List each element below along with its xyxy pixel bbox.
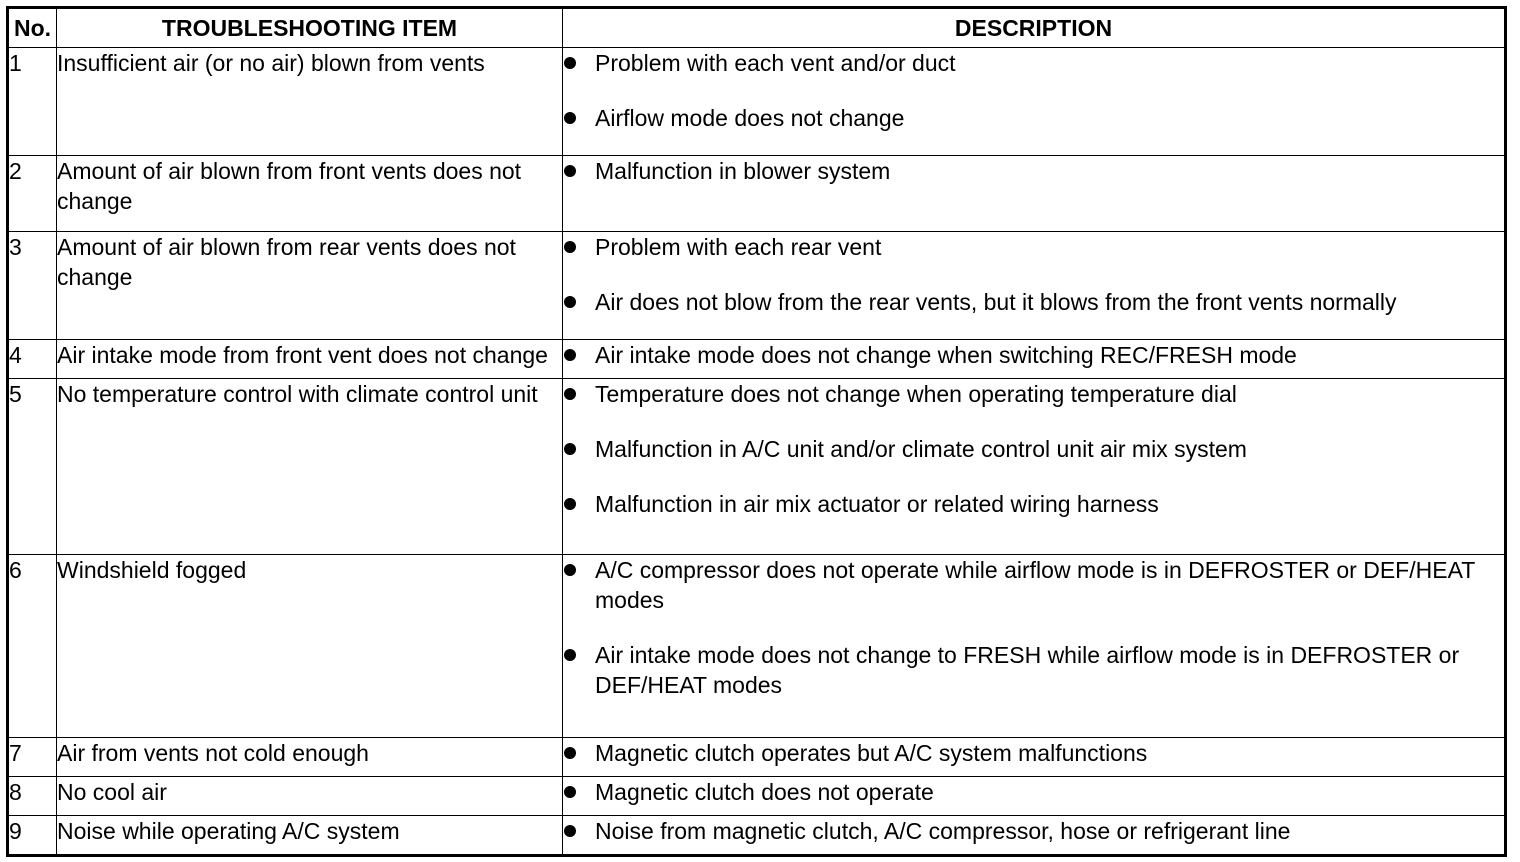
bullet-icon [564,165,576,177]
description-item [563,555,1504,615]
description-list [563,738,1504,768]
description-cell [563,339,1506,378]
bullet-icon [564,649,576,661]
description-text: Air intake mode does not change when switching REC/FRESH mode [595,341,1297,368]
description-text: A/C compressor does not operate while airflow mode is in DEFROSTER or DEF/HEAT modes [595,557,1475,614]
row-number: 6 [8,555,57,738]
description-cell [563,48,1506,156]
troubleshooting-item: No temperature control with climate control unit [57,378,563,555]
description-text: Airflow mode does not change [595,105,905,131]
description-list [563,555,1504,700]
description-item [563,103,1504,133]
description-item [563,156,1504,186]
description-item [563,287,1504,317]
troubleshooting-item: Amount of air blown from rear vents does not change [57,232,563,340]
table-row [8,555,1506,738]
description-cell [563,232,1506,340]
row-number: 1 [8,48,57,156]
description-text: Malfunction in blower system [595,157,891,184]
description-item [563,340,1504,370]
table-row [8,738,1506,777]
description-item [563,379,1504,409]
table-row [8,155,1506,231]
description-text: Malfunction in air mix actuator or related wiring harness [595,490,1159,517]
description-list [563,156,1504,186]
row-number: 4 [8,339,57,378]
troubleshooting-item: Insufficient air (or no air) blown from vents [57,48,563,156]
description-text: Noise from magnetic clutch, A/C compressor, hose or refrigerant line [595,817,1291,844]
bullet-icon [564,112,576,124]
troubleshooting-item: Noise while operating A/C system [57,815,563,855]
header-no: No. [8,8,57,48]
description-cell [563,777,1506,816]
description-item [563,816,1504,846]
description-item [563,777,1504,807]
troubleshooting-item: Air from vents not cold enough [57,738,563,777]
row-number: 3 [8,232,57,340]
header-row [8,8,1506,48]
bullet-icon [564,786,576,798]
description-list [563,48,1504,133]
table-row [8,232,1506,340]
bullet-icon [564,388,576,400]
troubleshooting-item: No cool air [57,777,563,816]
bullet-icon [564,564,576,576]
row-number: 2 [8,155,57,231]
table-row [8,815,1506,855]
bullet-icon [564,498,576,510]
description-text: Magnetic clutch does not operate [595,779,934,806]
row-number: 9 [8,815,57,855]
description-text: Malfunction in A/C unit and/or climate control unit air mix system [595,435,1247,462]
description-item [563,738,1504,768]
table-row [8,777,1506,816]
troubleshooting-table [6,6,1507,857]
row-number: 5 [8,378,57,555]
description-text: Problem with each vent and/or duct [595,50,956,76]
description-cell [563,378,1506,555]
description-item [563,640,1504,700]
description-item [563,489,1504,519]
troubleshooting-item: Air intake mode from front vent does not change [57,339,563,378]
description-item [563,232,1504,262]
bullet-icon [564,747,576,759]
table-body [8,48,1506,856]
bullet-icon [564,349,576,361]
description-list [563,816,1504,846]
bullet-icon [564,443,576,455]
bullet-icon [564,825,576,837]
description-text: Problem with each rear vent [595,234,882,261]
description-cell [563,155,1506,231]
row-number: 7 [8,738,57,777]
description-item [563,48,1504,78]
header-description: DESCRIPTION [563,8,1506,48]
description-list [563,340,1504,370]
table-row [8,48,1506,156]
table-row [8,378,1506,555]
troubleshooting-item: Windshield fogged [57,555,563,738]
description-list [563,379,1504,519]
bullet-icon [564,57,576,69]
description-item [563,434,1504,464]
description-text: Air intake mode does not change to FRESH while airflow mode is in DEFROSTER or DEF/HEAT modes [595,642,1460,699]
header-troubleshooting-item: TROUBLESHOOTING ITEM [57,8,563,48]
row-number: 8 [8,777,57,816]
description-text: Temperature does not change when operating temperature dial [595,380,1237,407]
description-cell [563,738,1506,777]
description-text: Air does not blow from the rear vents, but it blows from the front vents normally [595,289,1397,316]
description-cell [563,555,1506,738]
description-cell [563,815,1506,855]
troubleshooting-item: Amount of air blown from front vents does not change [57,155,563,231]
bullet-icon [564,296,576,308]
bullet-icon [564,241,576,253]
table-row [8,339,1506,378]
description-list [563,232,1504,317]
description-text: Magnetic clutch operates but A/C system malfunctions [595,740,1148,767]
description-list [563,777,1504,807]
